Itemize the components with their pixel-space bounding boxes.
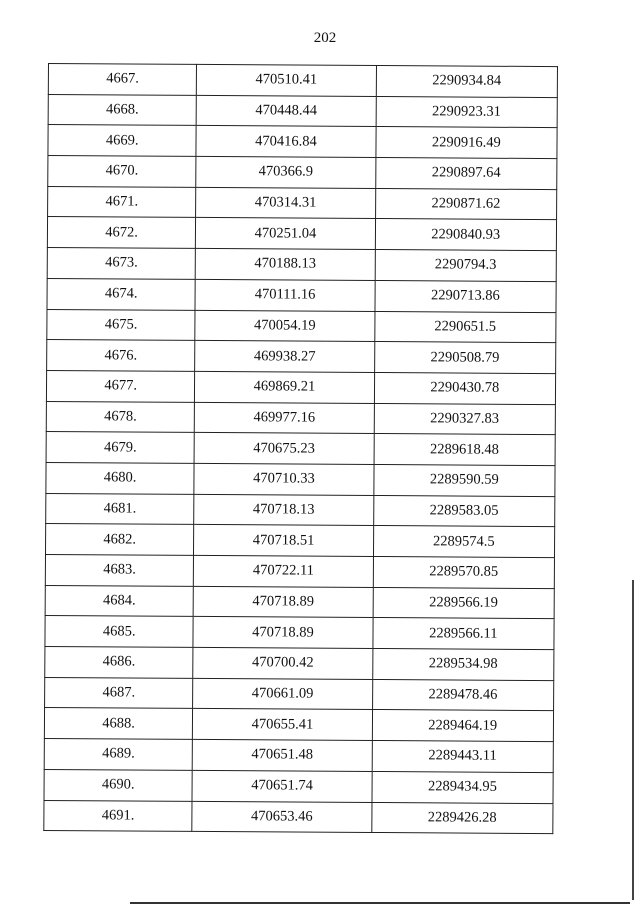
x-coordinate-cell: 470718.89 <box>193 617 372 649</box>
table-row <box>48 94 557 128</box>
x-coordinate-cell: 470188.13 <box>196 249 375 281</box>
table-row <box>45 524 554 558</box>
scan-edge-line <box>130 902 630 904</box>
table-row <box>47 248 556 282</box>
point-number-cell: 4683. <box>45 554 194 586</box>
x-coordinate-cell: 470416.84 <box>196 126 375 158</box>
x-coordinate-cell: 470718.51 <box>194 525 373 557</box>
y-coordinate-cell: 2289583.05 <box>373 495 555 527</box>
point-number-cell: 4689. <box>44 739 193 771</box>
x-coordinate-cell: 470054.19 <box>195 310 374 342</box>
table-row <box>45 616 554 650</box>
point-number-cell: 4686. <box>45 647 194 679</box>
x-coordinate-cell: 470661.09 <box>193 678 372 710</box>
x-coordinate-cell: 470722.11 <box>194 555 373 587</box>
x-coordinate-cell: 470718.89 <box>193 586 372 618</box>
page-number: 202 <box>313 30 337 46</box>
y-coordinate-cell: 2290897.64 <box>375 158 557 190</box>
table-row <box>48 125 557 159</box>
point-number-cell: 4687. <box>45 677 194 709</box>
point-number-cell: 4671. <box>48 186 197 218</box>
point-number-cell: 4680. <box>46 462 195 494</box>
table-row <box>46 401 555 435</box>
y-coordinate-cell: 2290923.31 <box>376 96 558 128</box>
point-number-cell: 4677. <box>46 370 195 402</box>
table-row <box>48 186 557 220</box>
point-number-cell: 4676. <box>47 340 196 372</box>
table-row <box>47 309 556 343</box>
x-coordinate-cell: 470651.74 <box>192 770 371 802</box>
y-coordinate-cell: 2290916.49 <box>376 127 558 159</box>
x-coordinate-cell: 470700.42 <box>193 647 372 679</box>
point-number-cell: 4668. <box>48 94 197 126</box>
x-coordinate-cell: 470718.13 <box>194 494 373 526</box>
point-number-cell: 4678. <box>46 401 195 433</box>
point-number-cell: 4675. <box>47 309 196 341</box>
x-coordinate-cell: 470655.41 <box>193 709 372 741</box>
table-row <box>48 64 557 98</box>
y-coordinate-cell: 2289478.46 <box>372 679 554 711</box>
y-coordinate-cell: 2289464.19 <box>372 710 554 742</box>
y-coordinate-cell: 2289443.11 <box>372 741 554 773</box>
point-number-cell: 4681. <box>46 493 195 525</box>
point-number-cell: 4682. <box>45 524 194 556</box>
x-coordinate-cell: 470510.41 <box>197 64 376 96</box>
x-coordinate-cell: 469938.27 <box>195 341 374 373</box>
scan-edge-line <box>632 580 634 900</box>
x-coordinate-cell: 470314.31 <box>196 187 375 219</box>
y-coordinate-cell: 2290794.3 <box>375 250 557 282</box>
y-coordinate-cell: 2289534.98 <box>372 649 554 681</box>
y-coordinate-cell: 2290934.84 <box>376 66 558 98</box>
table-row <box>47 340 556 374</box>
coordinate-table <box>43 63 558 834</box>
y-coordinate-cell: 2290508.79 <box>374 342 556 374</box>
table-row <box>44 708 553 742</box>
y-coordinate-cell: 2289566.11 <box>373 618 555 650</box>
table-row <box>45 647 554 681</box>
y-coordinate-cell: 2290651.5 <box>374 311 556 343</box>
x-coordinate-cell: 470448.44 <box>196 95 375 127</box>
point-number-cell: 4685. <box>45 616 194 648</box>
table-row <box>46 493 555 527</box>
x-coordinate-cell: 470710.33 <box>194 463 373 495</box>
point-number-cell: 4669. <box>48 125 197 157</box>
table-row <box>46 462 555 496</box>
point-number-cell: 4691. <box>44 800 193 832</box>
y-coordinate-cell: 2289590.59 <box>374 464 556 496</box>
table-row <box>45 554 554 588</box>
y-coordinate-cell: 2290840.93 <box>375 219 557 251</box>
x-coordinate-cell: 470111.16 <box>195 279 374 311</box>
table-row <box>44 739 553 773</box>
y-coordinate-cell: 2290871.62 <box>375 188 557 220</box>
y-coordinate-cell: 2289426.28 <box>371 802 553 834</box>
point-number-cell: 4670. <box>48 156 197 188</box>
point-number-cell: 4672. <box>47 217 196 249</box>
y-coordinate-cell: 2289618.48 <box>374 434 556 466</box>
table-body <box>44 64 558 834</box>
table-row <box>48 156 557 190</box>
x-coordinate-cell: 469869.21 <box>195 371 374 403</box>
x-coordinate-cell: 470675.23 <box>194 433 373 465</box>
x-coordinate-cell: 470651.48 <box>193 740 372 772</box>
table-row <box>47 278 556 312</box>
table-row <box>45 677 554 711</box>
point-number-cell: 4673. <box>47 248 196 280</box>
table-row <box>46 370 555 404</box>
x-coordinate-cell: 469977.16 <box>195 402 374 434</box>
y-coordinate-cell: 2290430.78 <box>374 372 556 404</box>
point-number-cell: 4674. <box>47 278 196 310</box>
table-row <box>47 217 556 251</box>
point-number-cell: 4667. <box>48 64 197 96</box>
point-number-cell: 4684. <box>45 585 194 617</box>
table-row <box>46 432 555 466</box>
point-number-cell: 4679. <box>46 432 195 464</box>
table-row <box>44 769 553 803</box>
x-coordinate-cell: 470251.04 <box>196 218 375 250</box>
x-coordinate-cell: 470366.9 <box>196 156 375 188</box>
y-coordinate-cell: 2289566.19 <box>373 587 555 619</box>
y-coordinate-cell: 2289570.85 <box>373 556 555 588</box>
y-coordinate-cell: 2289434.95 <box>372 771 554 803</box>
x-coordinate-cell: 470653.46 <box>192 801 371 833</box>
y-coordinate-cell: 2290713.86 <box>375 280 557 312</box>
table-row <box>45 585 554 619</box>
point-number-cell: 4688. <box>44 708 193 740</box>
table-row <box>44 800 553 834</box>
y-coordinate-cell: 2289574.5 <box>373 526 555 558</box>
y-coordinate-cell: 2290327.83 <box>374 403 556 435</box>
point-number-cell: 4690. <box>44 769 193 801</box>
